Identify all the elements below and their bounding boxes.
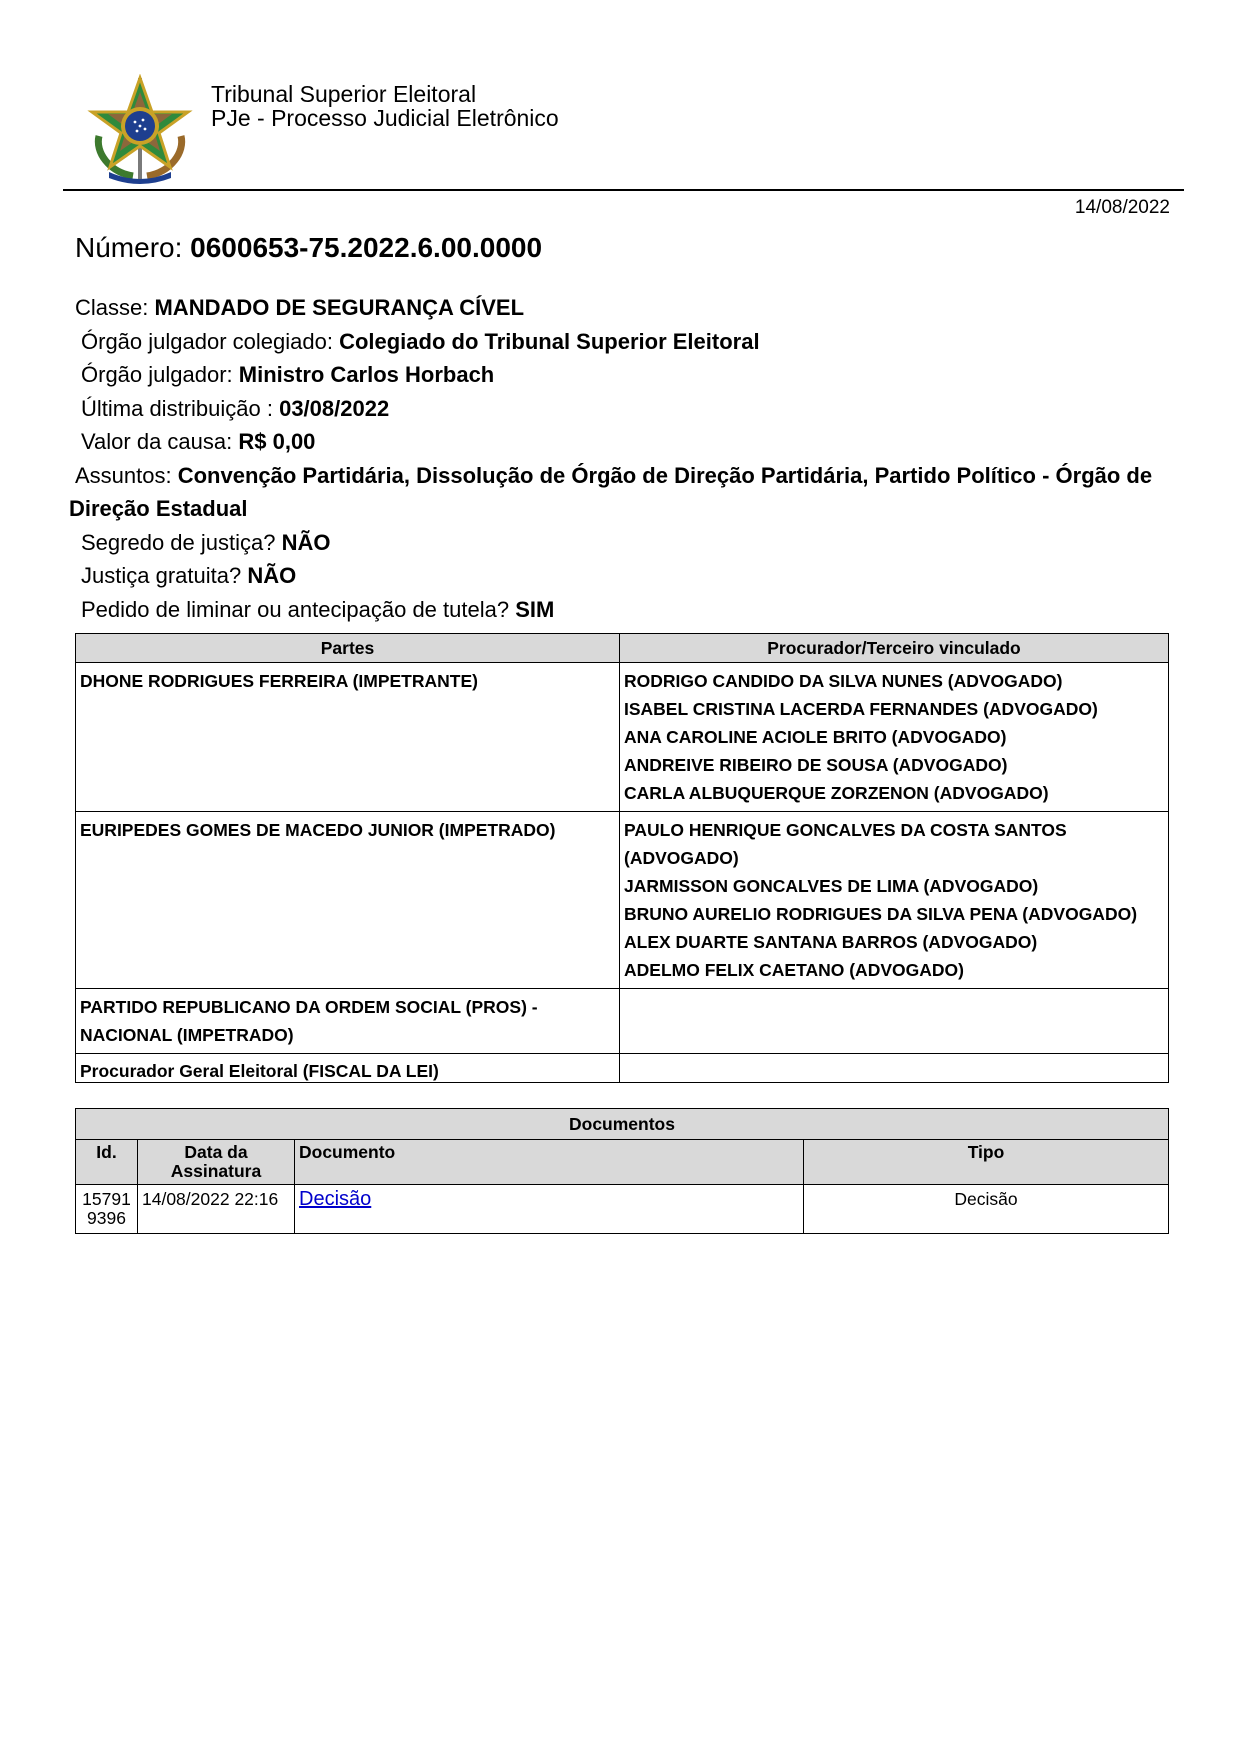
lawyers-cell (620, 663, 1169, 812)
documents-table (75, 1108, 1169, 1234)
assuntos-value: Convenção Partidária, Dissolução de Órgão de Direção Partidária, Partido Político - Órgão de Direção Estadual (69, 462, 1153, 521)
partes-header: Partes (76, 634, 620, 663)
gratuita-row (75, 559, 1175, 593)
documents-title: Documentos (76, 1109, 1169, 1140)
gratuita-value: NÃO (247, 563, 297, 588)
distribuicao-value: 03/08/2022 (279, 395, 390, 421)
parties-table (75, 633, 1169, 1083)
document-cell (295, 1185, 804, 1234)
liminar-value: SIM (515, 596, 555, 622)
assuntos-label: Assuntos: (75, 462, 178, 488)
process-number (75, 232, 542, 264)
procurador-header: Procurador/Terceiro vinculado (620, 634, 1169, 663)
valor-value: R$ 0,00 (238, 429, 316, 454)
parties-header-row (76, 634, 1169, 663)
valor-label: Valor da causa: (81, 429, 239, 454)
process-details (69, 291, 1175, 626)
orgao-colegiado-value: Colegiado do Tribunal Superior Eleitoral (339, 328, 760, 354)
distribuicao-label: Última distribuição : (81, 395, 280, 421)
document-header: Documento (295, 1140, 804, 1185)
numero-value: 0600653-75.2022.6.00.0000 (190, 232, 543, 263)
lawyer-name: ISABEL CRISTINA LACERDA FERNANDES (ADVOGADO) (624, 699, 1098, 719)
system-name: PJe - Processo Judicial Eletrônico (211, 105, 559, 131)
distribuicao-row (75, 392, 1175, 426)
lawyer-name: PAULO HENRIQUE GONCALVES DA COSTA SANTOS (ADVOGADO) (624, 820, 1067, 868)
lawyer-name: CARLA ALBUQUERQUE ZORZENON (ADVOGADO) (624, 783, 1049, 803)
liminar-row (75, 593, 1175, 627)
lawyer-name: BRUNO AURELIO RODRIGUES DA SILVA PENA (ADVOGADO) (624, 904, 1138, 924)
segredo-row (75, 526, 1175, 560)
lawyer-name: RODRIGO CANDIDO DA SILVA NUNES (ADVOGADO) (624, 671, 1063, 691)
liminar-label: Pedido de liminar ou antecipação de tutela? (81, 596, 516, 622)
classe-row (75, 291, 1175, 325)
orgao-label: Órgão julgador: (81, 362, 239, 387)
table-row (76, 989, 1169, 1054)
orgao-row (75, 358, 1175, 392)
print-date: 14/08/2022 (1074, 197, 1170, 218)
document-date: 14/08/2022 22:16 (138, 1185, 295, 1234)
header-divider (63, 189, 1184, 191)
orgao-colegiado-label: Órgão julgador colegiado: (81, 328, 340, 354)
lawyer-name: ALEX DUARTE SANTANA BARROS (ADVOGADO) (624, 932, 1038, 952)
classe-label: Classe: (75, 295, 155, 320)
party-cell: PARTIDO REPUBLICANO DA ORDEM SOCIAL (PROS) - NACIONAL (IMPETRADO) (76, 989, 620, 1054)
lawyer-name: ANDREIVE RIBEIRO DE SOUSA (ADVOGADO) (624, 755, 1008, 775)
lawyers-cell (620, 812, 1169, 989)
segredo-value: NÃO (281, 529, 331, 555)
id-header: Id. (76, 1140, 138, 1185)
lawyer-name: ADELMO FELIX CAETANO (ADVOGADO) (624, 960, 964, 980)
table-row (76, 663, 1169, 812)
brazil-coat-of-arms-icon (87, 74, 193, 186)
lawyers-cell (620, 1054, 1169, 1083)
lawyer-name: ANA CAROLINE ACIOLE BRITO (ADVOGADO) (624, 727, 1007, 747)
date-header: Data da Assinatura (138, 1140, 295, 1185)
type-header: Tipo (804, 1140, 1169, 1185)
documents-header-row (76, 1140, 1169, 1185)
segredo-label: Segredo de justiça? (81, 529, 282, 555)
page-header (63, 70, 1184, 190)
numero-label: Número: (75, 232, 191, 263)
party-cell: DHONE RODRIGUES FERREIRA (IMPETRANTE) (76, 663, 620, 812)
lawyer-name: JARMISSON GONCALVES DE LIMA (ADVOGADO) (624, 876, 1039, 896)
gratuita-label: Justiça gratuita? (81, 563, 248, 588)
court-name: Tribunal Superior Eleitoral (211, 81, 477, 107)
table-row (76, 1185, 1169, 1234)
documents-title-row (76, 1109, 1169, 1140)
document-link[interactable]: Decisão (299, 1188, 372, 1210)
party-cell: Procurador Geral Eleitoral (FISCAL DA LEI) (76, 1054, 620, 1083)
assuntos-row (69, 459, 1175, 526)
valor-row (75, 425, 1175, 459)
table-row (76, 812, 1169, 989)
lawyers-cell (620, 989, 1169, 1054)
document-id: 157919396 (76, 1185, 138, 1234)
classe-value: MANDADO DE SEGURANÇA CÍVEL (154, 295, 525, 320)
orgao-colegiado-row (75, 325, 1175, 359)
table-row (76, 1054, 1169, 1083)
document-type: Decisão (804, 1185, 1169, 1234)
party-cell: EURIPEDES GOMES DE MACEDO JUNIOR (IMPETRADO) (76, 812, 620, 989)
orgao-value: Ministro Carlos Horbach (238, 362, 495, 387)
